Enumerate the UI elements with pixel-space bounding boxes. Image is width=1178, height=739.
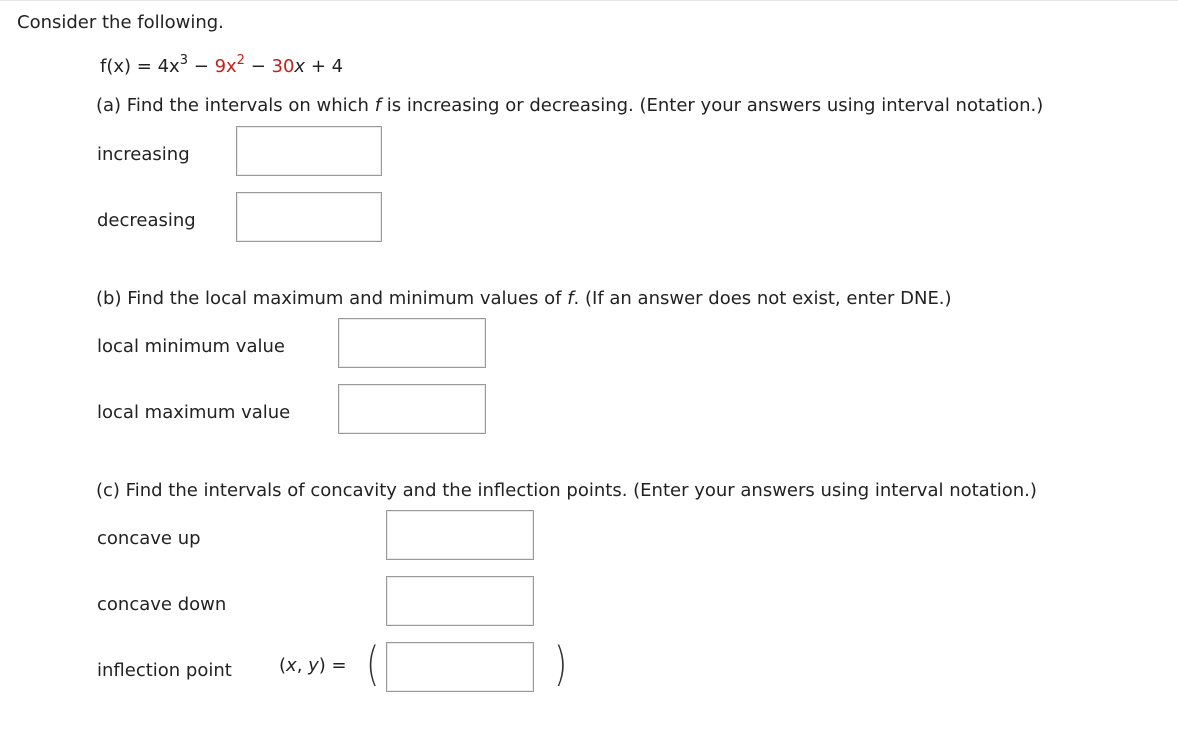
function-formula [100, 53, 344, 77]
term-3-variable: x [294, 56, 306, 77]
term-2-exponent: 2 [236, 53, 245, 68]
concave-down-label: concave down [97, 594, 227, 615]
local-minimum-label: local minimum value [97, 336, 285, 357]
part-c-question: (c) Find the intervals of concavity and the inflection points. (Enter your answers using interval notation.) [96, 480, 1037, 501]
formula-term-2 [214, 53, 245, 77]
part-a-question [96, 95, 1043, 116]
formula-lhs: f(x) [100, 56, 132, 77]
part-b-prefix: (b) Find the local maximum and minimum values of [96, 288, 568, 309]
part-a-suffix: is increasing or decreasing. (Enter your answers using interval notation.) [381, 95, 1044, 116]
part-b-suffix: . (If an answer does not exist, enter DNE.) [573, 288, 952, 309]
xy-y-var: y [308, 655, 319, 676]
term-3-coefficient: 30 [271, 56, 295, 77]
xy-notation [279, 655, 347, 676]
concave-up-input[interactable] [386, 510, 534, 560]
intro-text: Consider the following. [17, 12, 224, 33]
formula-term-4: 4 [331, 56, 344, 77]
concave-up-label: concave up [97, 528, 201, 549]
point-close-paren: ) [554, 637, 568, 692]
inflection-point-input[interactable] [386, 642, 534, 692]
xy-open-paren: ( [279, 655, 287, 676]
increasing-label: increasing [97, 144, 190, 165]
inflection-point-label: inflection point [97, 660, 232, 681]
formula-term-1 [157, 53, 188, 77]
formula-term-3 [272, 56, 306, 77]
decreasing-input[interactable] [236, 192, 382, 242]
local-minimum-input[interactable] [338, 318, 486, 368]
top-divider [0, 0, 1178, 1]
part-b-question [96, 288, 952, 309]
term-1-base: 4x [157, 56, 180, 77]
local-maximum-label: local maximum value [97, 402, 291, 423]
decreasing-label: decreasing [97, 210, 196, 231]
xy-x-var: x [286, 655, 297, 676]
increasing-input[interactable] [236, 126, 382, 176]
formula-plus: + [310, 56, 326, 77]
concave-down-input[interactable] [386, 576, 534, 626]
part-a-function-var: f [374, 95, 382, 116]
part-a-prefix: (a) Find the intervals on which [96, 95, 375, 116]
formula-equals: = [136, 56, 152, 77]
formula-minus-2: − [250, 56, 266, 77]
local-maximum-input[interactable] [338, 384, 486, 434]
formula-minus-1: − [193, 56, 209, 77]
term-1-exponent: 3 [179, 53, 188, 68]
xy-close-equals: ) = [318, 655, 347, 676]
term-2-base: 9x [214, 56, 237, 77]
xy-comma: , [296, 655, 309, 676]
point-open-paren: ( [366, 637, 380, 692]
part-b-function-var: f [567, 288, 574, 309]
